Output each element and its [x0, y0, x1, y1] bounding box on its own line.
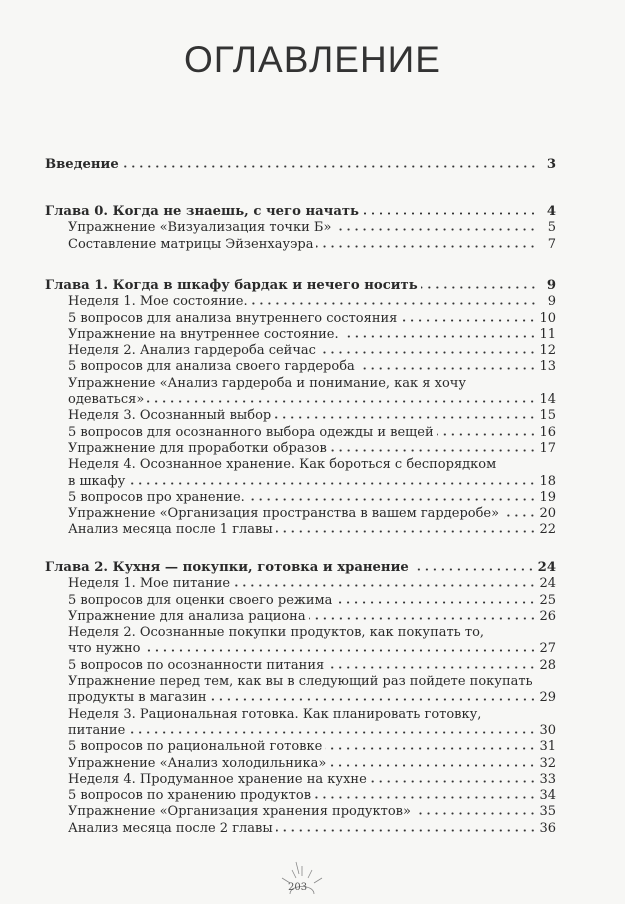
entry-page: 28: [539, 657, 556, 673]
toc-entry[interactable]: [45, 237, 556, 253]
dot-leader: [210, 698, 537, 701]
dot-leader: [144, 649, 537, 652]
dot-leader: [329, 764, 536, 767]
entry-title: 5 вопросов по осознанности питания: [68, 657, 325, 673]
entry-title: Упражнение «Визуализация точки Б»: [68, 220, 332, 236]
dot-leader: [421, 286, 537, 289]
toc-entry[interactable]: [45, 506, 556, 522]
dot-leader: [233, 584, 536, 587]
toc-intro: [45, 157, 556, 173]
toc-entry[interactable]: [45, 821, 556, 837]
entry-page: 10: [539, 310, 556, 326]
toc-entry[interactable]: [45, 625, 556, 641]
toc-chapter-2: [45, 560, 556, 837]
toc-entry[interactable]: [45, 756, 556, 772]
toc-chapter-1: [45, 278, 556, 539]
entry-page: 24: [537, 560, 556, 575]
entry-page: 16: [539, 424, 556, 440]
dot-leader: [400, 319, 536, 322]
entry-page: 36: [539, 820, 556, 836]
entry-title: питание: [68, 722, 126, 738]
dot-leader: [251, 302, 537, 305]
entry-title: Глава 2. Кухня — покупки, готовка и хранение: [45, 560, 409, 575]
entry-title: Анализ месяца после 2 главы: [68, 820, 273, 836]
dot-leader: [128, 731, 536, 734]
toc-entry[interactable]: [45, 641, 556, 657]
dot-leader: [370, 780, 537, 783]
toc-entry[interactable]: [45, 723, 556, 739]
toc-entry[interactable]: [45, 294, 556, 310]
entry-title: одеваться»: [68, 392, 145, 408]
dot-leader: [248, 498, 537, 501]
entry-page: 25: [539, 592, 556, 608]
toc-entry[interactable]: [45, 408, 556, 424]
entry-title: Неделя 4. Осознанное хранение. Как бороться с беспорядком: [68, 457, 497, 473]
entry-page: 35: [539, 804, 556, 820]
entry-page: 9: [546, 278, 556, 293]
entry-title: Неделя 3. Рациональная готовка. Как планировать готовку,: [68, 706, 482, 722]
toc-entry[interactable]: [45, 157, 556, 173]
toc-entry[interactable]: [45, 690, 556, 706]
toc-entry[interactable]: [45, 707, 556, 723]
entry-page: 29: [539, 690, 556, 706]
toc-entry[interactable]: [45, 739, 556, 755]
entry-title: Неделя 1. Мое состояние.: [68, 294, 248, 310]
entry-title: 5 вопросов про хранение.: [68, 489, 245, 505]
toc-entry[interactable]: [45, 609, 556, 625]
entry-page: 19: [539, 489, 556, 505]
entry-page: 7: [547, 236, 556, 252]
dot-leader: [502, 514, 536, 517]
entry-title: Упражнение «Анализ гардероба и понимание, как я хочу: [68, 375, 467, 391]
dot-leader: [335, 601, 536, 604]
dot-leader: [314, 796, 536, 799]
toc-entry[interactable]: [45, 674, 556, 690]
dot-leader: [362, 212, 537, 215]
entry-title: Упражнение для проработки образов: [68, 440, 327, 456]
entry-title: 5 вопросов для анализа своего гардероба: [68, 359, 355, 375]
dot-leader: [319, 351, 536, 354]
toc-entry[interactable]: [45, 788, 556, 804]
sun-ornament-icon: [272, 858, 332, 900]
toc-entry[interactable]: [45, 522, 556, 538]
entry-page: 15: [539, 408, 556, 424]
page-number-ornament: [272, 858, 332, 900]
toc-entry[interactable]: [45, 425, 556, 441]
entry-page: 34: [539, 788, 556, 804]
toc-chapter-0: [45, 204, 556, 253]
entry-title: Упражнение на внутреннее состояние.: [68, 326, 339, 342]
dot-leader: [276, 829, 537, 832]
dot-leader: [412, 568, 535, 571]
toc-entry[interactable]: [45, 392, 556, 408]
toc-entry[interactable]: [45, 278, 556, 294]
dot-leader: [334, 228, 537, 231]
dot-leader: [316, 245, 537, 248]
toc-entry[interactable]: [45, 474, 556, 490]
dot-leader: [276, 530, 537, 533]
entry-title: Анализ месяца после 1 главы: [68, 522, 273, 538]
entry-page: 12: [539, 343, 556, 359]
entry-page: 9: [547, 294, 556, 310]
toc-entry[interactable]: [45, 804, 556, 820]
entry-title: 5 вопросов по рациональной готовке: [68, 739, 323, 755]
entry-title: Глава 1. Когда в шкафу бардак и нечего носить: [45, 278, 418, 293]
entry-page: 4: [546, 204, 556, 219]
entry-page: 22: [539, 522, 556, 538]
entry-page: 18: [539, 473, 556, 489]
entry-title: в шкафу: [68, 473, 126, 489]
entry-title: Глава 0. Когда не знаешь, с чего начать: [45, 204, 359, 219]
entry-page: 5: [547, 220, 556, 236]
entry-page: 14: [539, 392, 556, 408]
entry-title: 5 вопросов по хранению продуктов: [68, 788, 312, 804]
toc-entry[interactable]: [45, 772, 556, 788]
entry-page: 31: [539, 739, 556, 755]
entry-page: 13: [539, 359, 556, 375]
entry-page: 32: [539, 755, 556, 771]
entry-title: Неделя 1. Мое питание: [68, 576, 231, 592]
entry-title: Введение: [45, 157, 119, 172]
toc-entry[interactable]: [45, 359, 556, 375]
entry-title: 5 вопросов для анализа внутреннего состояния: [68, 310, 398, 326]
dot-leader: [358, 367, 537, 370]
toc-entry[interactable]: [45, 490, 556, 506]
toc-entry[interactable]: [45, 311, 556, 327]
entry-title: Упражнение перед тем, как вы в следующий раз пойдете покупать: [68, 674, 533, 690]
dot-leader: [309, 617, 537, 620]
entry-title: Неделя 2. Осознанные покупки продуктов, как покупать то,: [68, 625, 485, 641]
toc-entry[interactable]: [45, 204, 556, 220]
dot-leader: [342, 335, 537, 338]
entry-title: что нужно: [68, 641, 141, 657]
dot-leader: [147, 400, 536, 403]
dot-leader: [274, 416, 536, 419]
toc-entry[interactable]: [45, 576, 556, 592]
toc-entry[interactable]: [45, 343, 556, 359]
dot-leader: [327, 666, 536, 669]
toc-entry[interactable]: [45, 560, 556, 576]
toc-entry[interactable]: [45, 441, 556, 457]
dot-leader: [122, 165, 537, 168]
dot-leader: [128, 482, 536, 485]
dot-leader: [437, 433, 537, 436]
entry-page: 26: [539, 608, 556, 624]
entry-page: 20: [539, 506, 556, 522]
entry-page: 11: [539, 326, 556, 342]
page-number: 203: [288, 882, 308, 893]
toc-entry[interactable]: [45, 220, 556, 236]
dot-leader: [330, 449, 537, 452]
entry-title: Неделя 2. Анализ гардероба сейчас: [68, 343, 316, 359]
entry-page: 24: [539, 576, 556, 592]
entry-title: Неделя 4. Продуманное хранение на кухне: [68, 771, 367, 787]
entry-title: Упражнение «Анализ холодильника»: [68, 755, 327, 771]
entry-title: Упражнение для анализа рациона: [68, 608, 306, 624]
entry-page: 30: [539, 722, 556, 738]
toc-entry[interactable]: [45, 376, 556, 392]
entry-page: 17: [539, 440, 556, 456]
dot-leader: [325, 747, 536, 750]
entry-title: продукты в магазин: [68, 690, 207, 706]
entry-title: Составление матрицы Эйзенхауэра: [68, 236, 314, 252]
entry-page: 27: [539, 641, 556, 657]
page-title: ОГЛАВЛЕНИЕ: [184, 38, 441, 80]
entry-title: 5 вопросов для осознанного выбора одежды и вещей: [68, 424, 434, 440]
toc-entry[interactable]: [45, 327, 556, 343]
entry-title: 5 вопросов для оценки своего режима: [68, 592, 333, 608]
toc-entry[interactable]: [45, 593, 556, 609]
entry-title: Неделя 3. Осознанный выбор: [68, 408, 272, 424]
toc-entry[interactable]: [45, 457, 556, 473]
entry-page: 3: [546, 157, 556, 172]
dot-leader: [414, 812, 537, 815]
entry-page: 33: [539, 771, 556, 787]
toc-entry[interactable]: [45, 658, 556, 674]
entry-title: Упражнение «Организация хранения продуктов»: [68, 804, 411, 820]
entry-title: Упражнение «Организация пространства в вашем гардеробе»: [68, 506, 500, 522]
